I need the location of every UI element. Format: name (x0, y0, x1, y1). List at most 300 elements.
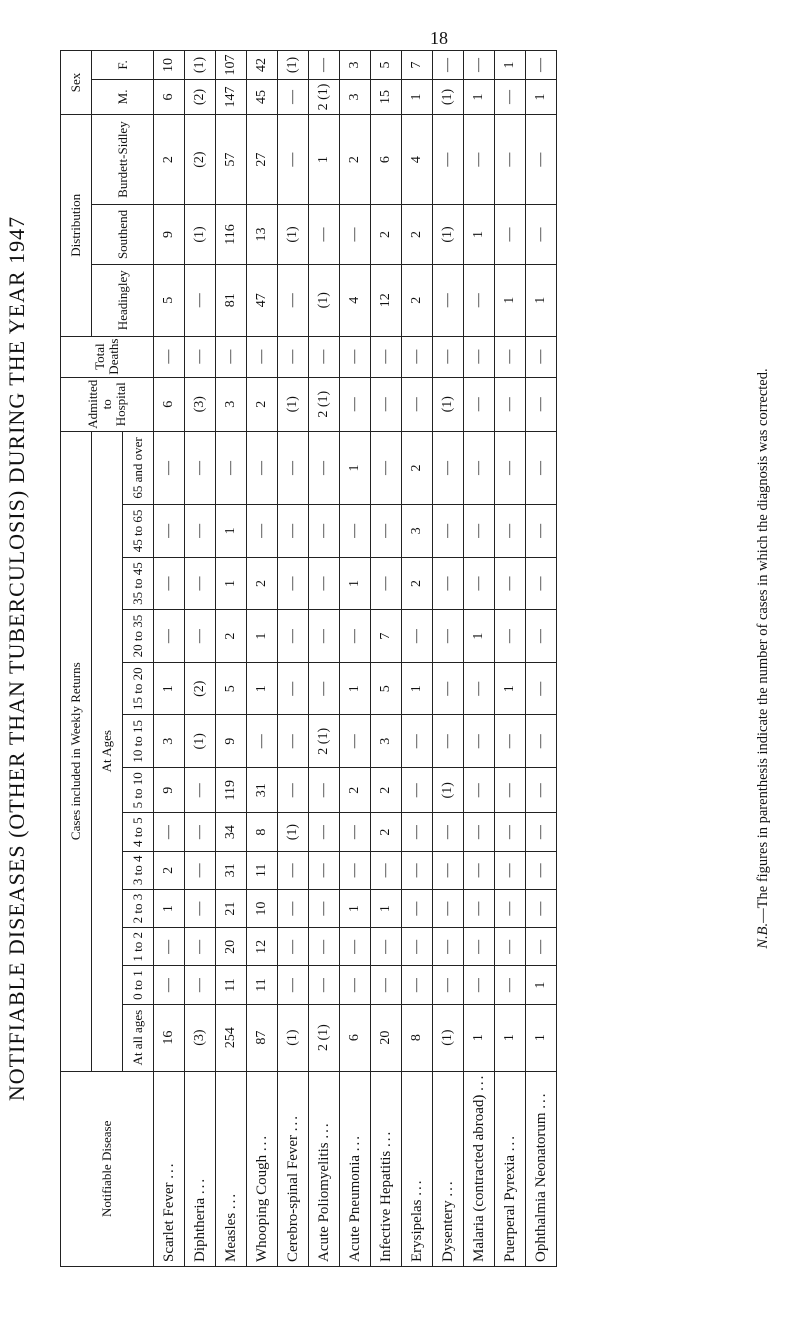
cell-male: — (278, 79, 309, 114)
cell-distribution-1: (1) (278, 205, 309, 265)
cell-age-7: — (526, 662, 557, 715)
leader-dots: ... (160, 1161, 177, 1179)
cell-age-8: — (433, 610, 464, 663)
cell-age-3: — (402, 851, 433, 889)
cell-age-4: — (340, 813, 371, 851)
cell-age-1: — (464, 928, 495, 966)
header-age-9: 35 to 45 (123, 557, 154, 610)
cell-age-7: 1 (495, 662, 526, 715)
cell-male: 15 (371, 79, 402, 114)
cell-female: 107 (216, 51, 247, 80)
cell-deaths: — (371, 336, 402, 377)
leader-dots: ... (470, 1073, 487, 1091)
table-row (154, 51, 185, 1267)
cell-deaths: — (433, 336, 464, 377)
cell-male: 6 (154, 79, 185, 114)
cell-age-2: — (185, 889, 216, 927)
disease-name (216, 1071, 247, 1266)
cell-age-10: — (526, 505, 557, 558)
table-row (309, 51, 340, 1267)
cell-age-0: 11 (216, 966, 247, 1004)
cell-age-1: — (433, 928, 464, 966)
cell-distribution-1: 2 (371, 205, 402, 265)
cell-age-11: — (495, 431, 526, 504)
cell-age-8: — (278, 610, 309, 663)
cell-age-9: 1 (216, 557, 247, 610)
cell-all-ages: 8 (402, 1004, 433, 1071)
cell-age-6: 2 (1) (309, 715, 340, 768)
cell-distribution-0: — (464, 264, 495, 336)
cell-age-4: — (309, 813, 340, 851)
table-row (278, 51, 309, 1267)
cell-distribution-1: — (340, 205, 371, 265)
cell-all-ages: 16 (154, 1004, 185, 1071)
cell-distribution-1: 116 (216, 205, 247, 265)
cell-age-5: — (402, 768, 433, 813)
cell-age-5: — (495, 768, 526, 813)
leader-dots: ... (222, 1191, 239, 1210)
cell-age-7: 5 (216, 662, 247, 715)
table-row (402, 51, 433, 1267)
cell-age-9: — (154, 557, 185, 610)
cell-age-4: — (402, 813, 433, 851)
cell-distribution-2: 4 (402, 115, 433, 205)
cell-all-ages: 254 (216, 1004, 247, 1071)
cell-age-7: 5 (371, 662, 402, 715)
cell-distribution-2: — (278, 115, 309, 205)
cell-female: — (526, 51, 557, 80)
cell-age-7: 1 (402, 662, 433, 715)
cell-female: 1 (495, 51, 526, 80)
cell-age-10: — (247, 505, 278, 558)
cell-age-1: — (185, 928, 216, 966)
cell-all-ages: 1 (526, 1004, 557, 1071)
cell-age-9: 2 (402, 557, 433, 610)
cell-distribution-2: — (433, 115, 464, 205)
cell-distribution-1: 1 (464, 205, 495, 265)
cell-age-9: — (495, 557, 526, 610)
cell-age-2: — (402, 889, 433, 927)
cell-age-10: — (185, 505, 216, 558)
cell-all-ages: (1) (278, 1004, 309, 1071)
cell-age-7: (2) (185, 662, 216, 715)
leader-dots: ... (346, 1133, 363, 1152)
cell-age-6: — (402, 715, 433, 768)
cell-age-9: — (526, 557, 557, 610)
cell-age-6: — (464, 715, 495, 768)
header-sex-m: M. (92, 79, 154, 114)
cell-age-10: — (464, 505, 495, 558)
cell-age-3: 11 (247, 851, 278, 889)
cell-admitted: — (526, 377, 557, 431)
header-sex-group: Sex (61, 51, 92, 115)
cell-distribution-0: 1 (495, 264, 526, 336)
disease-name (185, 1071, 216, 1266)
cell-age-5: 2 (371, 768, 402, 813)
disease-name (340, 1071, 371, 1266)
cell-age-8: — (402, 610, 433, 663)
cell-distribution-0: — (433, 264, 464, 336)
cell-age-6: (1) (185, 715, 216, 768)
cell-age-0: 1 (526, 966, 557, 1004)
notifiable-diseases-table (60, 50, 557, 1267)
disease-name (154, 1071, 185, 1266)
table-row (216, 51, 247, 1267)
cell-age-9: 1 (340, 557, 371, 610)
header-cases-group: Cases included in Weekly Returns (61, 431, 92, 1071)
table-body (154, 51, 557, 1267)
cell-deaths: — (278, 336, 309, 377)
cell-age-11: — (526, 431, 557, 504)
cell-age-8: 7 (371, 610, 402, 663)
cell-distribution-1: 2 (402, 205, 433, 265)
cell-age-6: 9 (216, 715, 247, 768)
cell-age-10: — (371, 505, 402, 558)
table-row (371, 51, 402, 1267)
cell-distribution-1: (1) (185, 205, 216, 265)
disease-label: Infective Hepatitis (377, 1150, 394, 1262)
cell-age-2: — (464, 889, 495, 927)
cell-age-11: — (278, 431, 309, 504)
cell-distribution-1: — (309, 205, 340, 265)
cell-distribution-2: (2) (185, 115, 216, 205)
cell-distribution-2: 1 (309, 115, 340, 205)
cell-age-7: — (309, 662, 340, 715)
cell-deaths: — (309, 336, 340, 377)
cell-age-4: — (495, 813, 526, 851)
cell-deaths: — (464, 336, 495, 377)
cell-age-0: — (340, 966, 371, 1004)
cell-male: 3 (340, 79, 371, 114)
cell-distribution-2: — (526, 115, 557, 205)
cell-admitted: 2 (247, 377, 278, 431)
cell-age-4: — (526, 813, 557, 851)
header-age-2: 2 to 3 (123, 889, 154, 927)
header-dist-0: Headingley (92, 264, 154, 336)
cell-age-10: 3 (402, 505, 433, 558)
cell-age-0: — (464, 966, 495, 1004)
cell-age-6: — (495, 715, 526, 768)
cell-age-1: — (371, 928, 402, 966)
cell-age-2: 21 (216, 889, 247, 927)
cell-age-8: — (185, 610, 216, 663)
disease-name (495, 1071, 526, 1266)
cell-age-6: — (433, 715, 464, 768)
disease-label: Erysipelas (408, 1199, 425, 1262)
cell-age-5: 2 (340, 768, 371, 813)
cell-age-1: — (402, 928, 433, 966)
header-sex-f: F. (92, 51, 154, 80)
cell-age-0: — (278, 966, 309, 1004)
cell-age-1: 20 (216, 928, 247, 966)
cell-deaths: — (216, 336, 247, 377)
cell-admitted: (1) (278, 377, 309, 431)
header-disease: Notifiable Disease (61, 1071, 154, 1266)
cell-age-7: — (433, 662, 464, 715)
cell-age-11: 2 (402, 431, 433, 504)
table-row (247, 51, 278, 1267)
cell-age-2: 1 (154, 889, 185, 927)
table-row (185, 51, 216, 1267)
leader-dots: ... (284, 1113, 301, 1132)
cell-age-7: 1 (340, 662, 371, 715)
leader-dots: ... (377, 1129, 394, 1148)
cell-admitted: (3) (185, 377, 216, 431)
cell-age-3: — (309, 851, 340, 889)
cell-age-1: — (495, 928, 526, 966)
cell-female: 10 (154, 51, 185, 80)
cell-age-4: — (464, 813, 495, 851)
cell-age-5: — (526, 768, 557, 813)
cell-age-6: — (278, 715, 309, 768)
cell-distribution-0: 2 (402, 264, 433, 336)
cell-age-1: — (154, 928, 185, 966)
cell-age-9: 2 (247, 557, 278, 610)
cell-age-11: — (464, 431, 495, 504)
cell-age-0: 11 (247, 966, 278, 1004)
cell-age-8: — (526, 610, 557, 663)
cell-male: 45 (247, 79, 278, 114)
leader-dots: ... (408, 1178, 425, 1196)
header-distribution-group: Distribution (61, 115, 92, 337)
cell-age-9: — (185, 557, 216, 610)
cell-distribution-1: 9 (154, 205, 185, 265)
cell-all-ages: (1) (433, 1004, 464, 1071)
cell-age-1: — (309, 928, 340, 966)
cell-age-3: — (185, 851, 216, 889)
cell-age-4: (1) (278, 813, 309, 851)
cell-age-10: — (278, 505, 309, 558)
cell-age-5: 119 (216, 768, 247, 813)
cell-admitted: — (495, 377, 526, 431)
cell-age-4: 2 (371, 813, 402, 851)
cell-age-11: — (371, 431, 402, 504)
cell-age-0: — (154, 966, 185, 1004)
cell-male: — (495, 79, 526, 114)
cell-age-10: 1 (216, 505, 247, 558)
cell-age-3: — (371, 851, 402, 889)
cell-distribution-1: — (526, 205, 557, 265)
header-age-1: 1 to 2 (123, 928, 154, 966)
cell-distribution-0: 1 (526, 264, 557, 336)
table-row (495, 51, 526, 1267)
cell-all-ages: 20 (371, 1004, 402, 1071)
cell-distribution-2: — (464, 115, 495, 205)
cell-male: (1) (433, 79, 464, 114)
cell-age-3: — (464, 851, 495, 889)
cell-distribution-2: 57 (216, 115, 247, 205)
cell-age-2: 10 (247, 889, 278, 927)
cell-age-11: — (309, 431, 340, 504)
cell-distribution-1: — (495, 205, 526, 265)
cell-female: (1) (185, 51, 216, 80)
leader-dots: ... (253, 1133, 270, 1152)
cell-age-7: 1 (154, 662, 185, 715)
cell-admitted: — (371, 377, 402, 431)
cell-age-6: — (247, 715, 278, 768)
cell-distribution-0: 47 (247, 264, 278, 336)
cell-age-6: — (526, 715, 557, 768)
table-row (526, 51, 557, 1267)
cell-age-5: — (185, 768, 216, 813)
cell-male: 1 (402, 79, 433, 114)
cell-female: — (309, 51, 340, 80)
cell-age-11: 1 (340, 431, 371, 504)
disease-name (433, 1071, 464, 1266)
cell-distribution-0: — (185, 264, 216, 336)
cell-male: (2) (185, 79, 216, 114)
cell-age-2: 1 (340, 889, 371, 927)
header-age-5: 5 to 10 (123, 768, 154, 813)
cell-distribution-2: 2 (154, 115, 185, 205)
header-age-3: 3 to 4 (123, 851, 154, 889)
cell-age-8: 2 (216, 610, 247, 663)
cell-age-2: — (309, 889, 340, 927)
cell-female: 3 (340, 51, 371, 80)
table-row (433, 51, 464, 1267)
cell-male: 1 (464, 79, 495, 114)
disease-label: Scarlet Fever (160, 1182, 177, 1262)
footnote (755, 30, 772, 1287)
leader-dots: ... (501, 1133, 518, 1152)
cell-age-5: — (278, 768, 309, 813)
cell-age-3: — (278, 851, 309, 889)
cell-deaths: — (495, 336, 526, 377)
disease-label: Ophthalmia Neonatorum (532, 1112, 549, 1262)
cell-age-5: — (309, 768, 340, 813)
cell-distribution-0: 5 (154, 264, 185, 336)
header-age-8: 20 to 35 (123, 610, 154, 663)
cell-distribution-2: 2 (340, 115, 371, 205)
cell-female: — (433, 51, 464, 80)
disease-name (278, 1071, 309, 1266)
cell-age-11: — (247, 431, 278, 504)
cell-age-6: 3 (371, 715, 402, 768)
cell-age-8: — (340, 610, 371, 663)
cell-age-11: — (154, 431, 185, 504)
cell-all-ages: 87 (247, 1004, 278, 1071)
cell-age-2: — (433, 889, 464, 927)
cell-age-2: — (526, 889, 557, 927)
disease-name (526, 1071, 557, 1266)
header-dist-1: Southend (92, 205, 154, 265)
header-admitted: Admitted to Hospital (61, 377, 154, 431)
cell-age-7: 1 (247, 662, 278, 715)
cell-age-4: — (154, 813, 185, 851)
cell-male: 1 (526, 79, 557, 114)
cell-age-10: — (495, 505, 526, 558)
cell-age-6: 3 (154, 715, 185, 768)
header-age-4: 4 to 5 (123, 813, 154, 851)
cell-age-4: 8 (247, 813, 278, 851)
cell-all-ages: 6 (340, 1004, 371, 1071)
cell-deaths: — (247, 336, 278, 377)
cell-admitted: 2 (1) (309, 377, 340, 431)
header-age-11: 65 and over (123, 431, 154, 504)
cell-age-0: — (433, 966, 464, 1004)
cell-distribution-0: (1) (309, 264, 340, 336)
cell-all-ages: 1 (464, 1004, 495, 1071)
header-age-0: 0 to 1 (123, 966, 154, 1004)
cell-age-1: — (340, 928, 371, 966)
cell-age-9: — (464, 557, 495, 610)
cell-age-9: — (278, 557, 309, 610)
cell-age-4: — (185, 813, 216, 851)
cell-age-8: 1 (464, 610, 495, 663)
cell-age-1: — (278, 928, 309, 966)
leader-dots: ... (532, 1091, 549, 1109)
cell-age-1: — (526, 928, 557, 966)
cell-deaths: — (185, 336, 216, 377)
cell-female: (1) (278, 51, 309, 80)
cell-age-6: — (340, 715, 371, 768)
page-number: 18 (430, 28, 448, 48)
disease-label: Dysentery (439, 1200, 456, 1262)
cell-age-10: — (154, 505, 185, 558)
table-row (340, 51, 371, 1267)
cell-age-4: 34 (216, 813, 247, 851)
cell-age-0: — (495, 966, 526, 1004)
cell-admitted: 3 (216, 377, 247, 431)
cell-age-0: — (185, 966, 216, 1004)
cell-admitted: — (340, 377, 371, 431)
disease-label: Acute Pneumonia (346, 1154, 363, 1262)
cell-age-10: — (309, 505, 340, 558)
cell-age-11: — (185, 431, 216, 504)
cell-distribution-0: 12 (371, 264, 402, 336)
cell-distribution-1: (1) (433, 205, 464, 265)
cell-age-2: 1 (371, 889, 402, 927)
cell-age-8: — (309, 610, 340, 663)
cell-age-10: — (433, 505, 464, 558)
cell-age-3: 2 (154, 851, 185, 889)
cell-admitted: — (464, 377, 495, 431)
cell-female: — (464, 51, 495, 80)
cell-age-7: — (464, 662, 495, 715)
cell-deaths: — (154, 336, 185, 377)
cell-female: 5 (371, 51, 402, 80)
cell-age-2: — (278, 889, 309, 927)
disease-label: Puerperal Pyrexia (501, 1154, 518, 1262)
cell-distribution-0: 4 (340, 264, 371, 336)
cell-distribution-1: 13 (247, 205, 278, 265)
cell-admitted: 6 (154, 377, 185, 431)
cell-age-11: — (433, 431, 464, 504)
cell-age-8: 1 (247, 610, 278, 663)
cell-age-9: — (371, 557, 402, 610)
cell-deaths: — (402, 336, 433, 377)
cell-age-8: — (495, 610, 526, 663)
cell-age-5: 9 (154, 768, 185, 813)
cell-all-ages: 1 (495, 1004, 526, 1071)
disease-label: Diphtheria (191, 1197, 208, 1262)
disease-name (371, 1071, 402, 1266)
cell-female: 7 (402, 51, 433, 80)
footnote-prefix: N.B. (755, 922, 771, 949)
cell-age-3: — (526, 851, 557, 889)
cell-all-ages: 2 (1) (309, 1004, 340, 1071)
header-row-1 (61, 51, 92, 1267)
disease-name (402, 1071, 433, 1266)
cell-age-3: — (340, 851, 371, 889)
cell-age-10: — (340, 505, 371, 558)
disease-name (247, 1071, 278, 1266)
cell-age-2: — (495, 889, 526, 927)
leader-dots: ... (439, 1179, 456, 1197)
cell-age-4: — (433, 813, 464, 851)
header-at-ages-group: At Ages (92, 431, 123, 1071)
cell-age-0: — (402, 966, 433, 1004)
